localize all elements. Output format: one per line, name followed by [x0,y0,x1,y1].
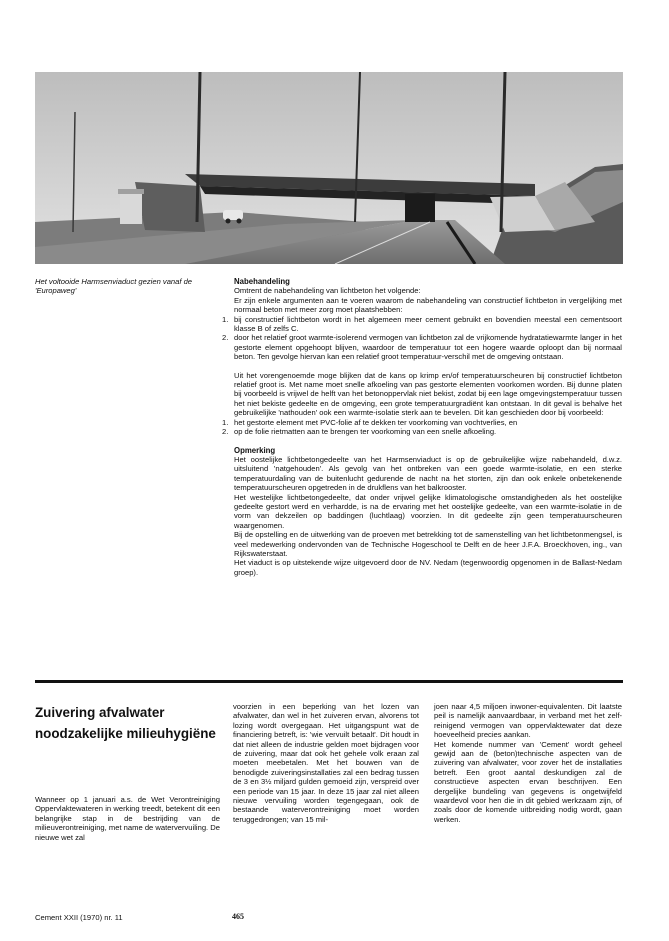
numbered-list [222,417,622,437]
paragraph: joen naar 4,5 miljoen inwoner-equivalenten. Dit laatste peil is namelijk aanvaardbaar, in verband met het zelf-reinigend vermogen van oppervlaktewater dat deze hoeveelheid precies aankan. [434,702,622,740]
list-text: bij constructief lichtbeton wordt in het algemeen meer cement gebruikt en bovendien meestal een cementsoort klasse B of zelfs C. [234,314,622,334]
article-body [222,277,622,577]
list-item [222,314,622,334]
list-item [222,333,622,362]
list-number: 1. [222,314,229,324]
list-number: 2. [222,427,229,437]
paragraph: Omtrent de nabehandeling van lichtbeton het volgende: [234,286,421,296]
paragraph: Het komende nummer van 'Cement' wordt geheel gewijd aan de (beton)technische aspecten van de zuivering van afvalwater, voor zover het de installaties betreft. Een groot aantal deskundigen zal de constructieve aspecten ervan beschrijven. Een dergelijke bundeling van gegevens is ongetwijfeld waardevol voor hen die in dit gebied werkzaam zijn, of zoals door de komende uitbreiding nodig wordt, gaan werken. [434,739,622,824]
list-text: het gestorte element met PVC-folie af te dekken ter voorkoming van vochtverlies, en [234,417,518,427]
section-divider [35,680,623,683]
page-number: 465 [232,912,244,921]
photo-caption: Het voltooide Harmsenviaduct gezien vanaf de 'Europaweg' [35,277,193,296]
paragraph: Het oostelijke lichtbetongedeelte van het Harmsenviaduct is op de gebruikelijke wijze nabehandeld, d.w.z. uitsluitend 'natgehouden'. Als gevolg van het ontbreken van een goede warmte-isolatie, en een sterke temperatuurdaling van de buitenlucht gedurende de nacht na het storten, zijn dan ook enkele onbetekenende temperatuurscheuren opgetreden in de drukflens van het balkrooster. [234,454,622,493]
list-text: door het relatief groot warmte-isolerend vermogen van lichtbeton zal de vrijkomende hydratatiewarmte langer in het gestorte element opgehoopt blijven, waardoor de temperatuur tot een hogere waarde oploopt dan bij normaal beton. Ten gevolge hiervan kan een relatief groot temperatuur-verschil met de omgeving ontstaan. [234,333,622,362]
article-title: Zuivering afvalwater noodzakelijke milieuhygiëne [35,705,216,741]
viaduct-illustration [35,72,623,264]
article-column-1 [35,795,220,842]
section-heading-opmerking: Opmerking [234,445,276,455]
paragraph: Wanneer op 1 januari a.s. de Wet Verontreiniging Oppervlaktewateren in werking treedt, betekent dit een belangrijke stap in de bestrijding van de milieuverontreiniging, met name de watervervuiling. De nieuwe wet zal [35,795,220,842]
viaduct-photo [35,72,623,264]
paragraph: Het viaduct is op uitstekende wijze uitgevoerd door de NV. Nedam (tegenwoordig opgenomen in de Ballast-Nedam groep). [234,558,622,577]
list-item [222,417,622,427]
article-column-2 [233,702,419,824]
numbered-list [222,314,622,362]
paragraph: Bij de opstelling en de uitwerking van de proeven met betrekking tot de samenstelling van het lichtbetonmengsel, is veel medewerking ondervonden van de Technische Hogeschool te Delft en de heer J.F.A. Broeckhoven, ing., van Rijkswaterstaat. [234,530,622,558]
paragraph: Er zijn enkele argumenten aan te voeren waarom de nabehandeling van constructief lichtbeton in vergelijking met normaal beton met meer zorg moet plaatshebben: [234,295,622,315]
list-text: op de folie rietmatten aan te brengen ter voorkoming van een snelle afkoeling. [234,427,497,437]
journal-reference: Cement XXII (1970) nr. 11 [35,913,123,922]
article-column-3 [434,702,622,824]
list-number: 2. [222,333,229,343]
paragraph: Het westelijke lichtbetongedeelte, dat onder vrijwel gelijke klimatologische omstandigheden als het oostelijke gedeelte gestort werd en verhardde, is na de ervaring met het oostelijke gedeelte, van een warmte-isolatie in de vorm van dekzeilen op baddingen (luchtlaag) voorzien. In dit gedeelte zijn geen temperatuurscheuren waargenomen. [234,492,622,530]
section-heading-nabehandeling: Nabehandeling [234,277,290,286]
list-number: 1. [222,417,229,427]
list-item [222,427,622,437]
paragraph: voorzien in een beperking van het lozen van afvalwater, dan wel in het zuiveren ervan, alvorens tot lozing wordt overgegaan. Het uitgangspunt wat de financiering betreft, is: 'wie vervuilt betaalt'. Dit houdt in dat niet alleen de industrie gelden moet bijdragen voor de zuivering, maar dat ook het gehele volk eraan zal moeten meebetalen. Met het bouwen van de benodigde zuiveringsinstallaties zal een bedrag tussen de 3 en 3½ miljard gulden gemoeid zijn, verspreid over een periode van 15 jaar. In deze 15 jaar zal niet alleen nieuwe vervuiling worden tegengegaan, ook de bestaande waterverontreiniging moet worden teruggedrongen; van 15 mil- [233,702,419,824]
paragraph: Uit het vorengenoemde moge blijken dat de kans op krimp en/of temperatuurscheuren bij constructief lichtbeton relatief groot is. Met name moet snelle afkoeling van pas gestorte elementen voorkomen worden. Bij dunne platen bij voorbeeld is vrijwel de helft van het betonoppervlak niet bekist, zodat bij een lage omgevingstemperatuur tussen het niet bekiste gedeelte en de omgeving, een grote temperatuurgradiënt kan ontstaan. In dit geval is behalve het gebruikelijke 'nathouden' ook een warmte-isolatie sterk aan te bevelen. Dit kan geschieden door bij voorbeeld: [234,370,622,418]
